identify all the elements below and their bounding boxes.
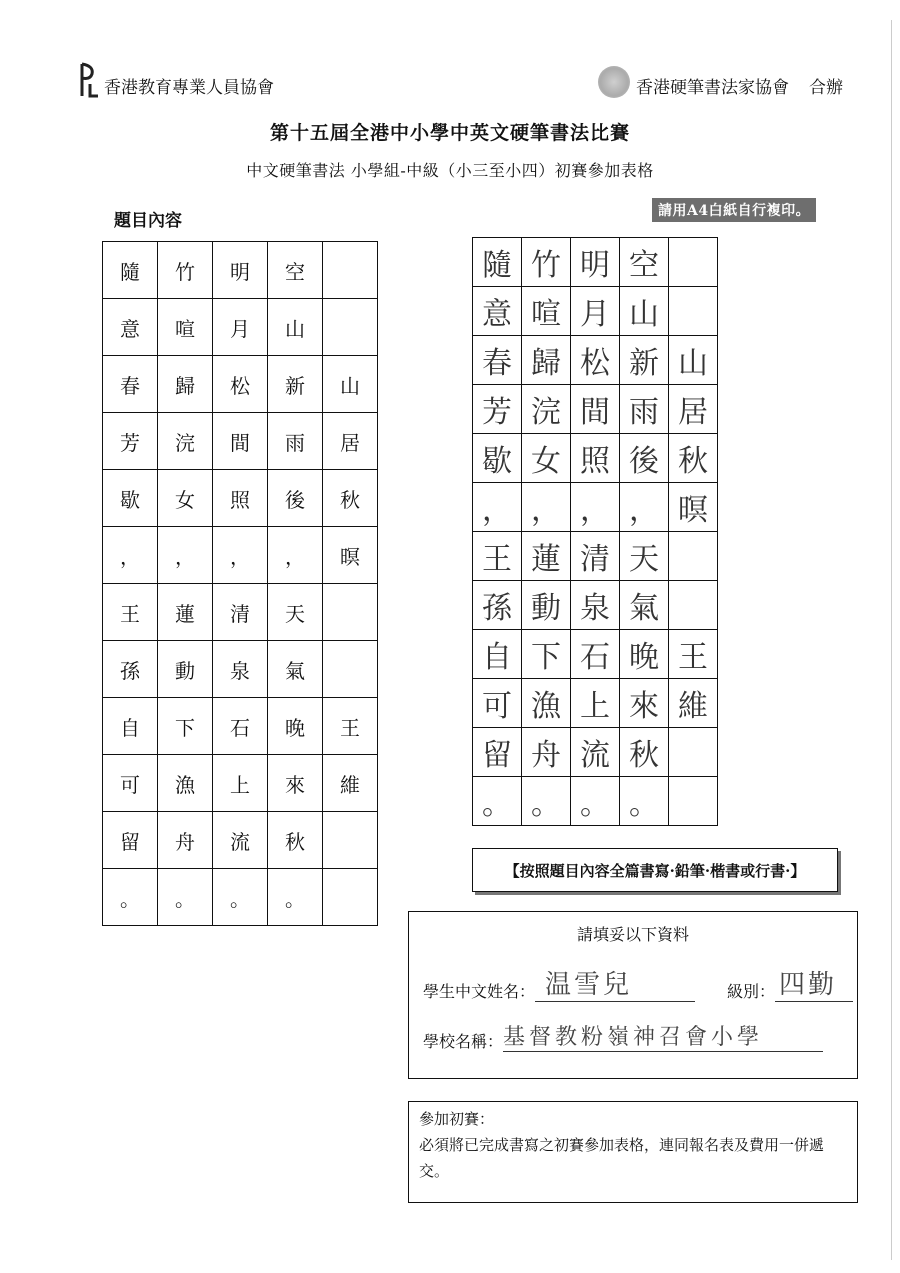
prompt-cell: 下 (158, 698, 213, 755)
grid-row (103, 356, 378, 413)
a4-copy-note: 請用A4白紙自行複印。 (652, 198, 816, 222)
answer-cell[interactable]: 新 (620, 336, 669, 385)
association-logo-icon (78, 62, 100, 98)
answer-cell[interactable]: 春 (473, 336, 522, 385)
prompt-cell (323, 641, 378, 698)
answer-cell[interactable]: 。 (620, 777, 669, 826)
prompt-cell: 上 (213, 755, 268, 812)
answer-cell[interactable]: 。 (571, 777, 620, 826)
answer-cell[interactable]: 雨 (620, 385, 669, 434)
answer-cell[interactable]: 間 (571, 385, 620, 434)
prompt-cell: 秋 (323, 470, 378, 527)
prompt-cell: 舟 (158, 812, 213, 869)
prompt-cell: 清 (213, 584, 268, 641)
writing-instruction (472, 848, 838, 892)
answer-cell[interactable]: 竹 (522, 238, 571, 287)
grid-row (473, 385, 718, 434)
grid-row (473, 434, 718, 483)
prompt-cell (323, 869, 378, 926)
answer-cell[interactable]: 王 (669, 630, 718, 679)
answer-cell[interactable]: 清 (571, 532, 620, 581)
form-subtitle: 中文硬筆書法 小學組-中級（小三至小四）初賽參加表格 (246, 161, 654, 180)
prompt-cell: 。 (103, 869, 158, 926)
grid-row (473, 679, 718, 728)
answer-cell[interactable]: 秋 (669, 434, 718, 483)
notice-heading: 參加初賽： (419, 1110, 495, 1128)
student-info-box (408, 911, 858, 1079)
grid-row (103, 755, 378, 812)
answer-cell[interactable]: 居 (669, 385, 718, 434)
answer-cell[interactable] (669, 532, 718, 581)
grid-row (473, 238, 718, 287)
grid-row (473, 728, 718, 777)
prompt-cell: 月 (213, 299, 268, 356)
answer-grid[interactable] (472, 237, 718, 826)
prompt-cell: 新 (268, 356, 323, 413)
association-seal-icon (598, 66, 630, 98)
grid-row (103, 869, 378, 926)
prompt-cell: 照 (213, 470, 268, 527)
answer-cell[interactable]: 自 (473, 630, 522, 679)
answer-cell[interactable] (669, 287, 718, 336)
answer-cell[interactable]: 空 (620, 238, 669, 287)
answer-cell[interactable]: 月 (571, 287, 620, 336)
prompt-cell: 居 (323, 413, 378, 470)
prompt-cell: 後 (268, 470, 323, 527)
answer-cell[interactable]: 浣 (522, 385, 571, 434)
info-box-title: 請填妥以下資料 (576, 925, 689, 944)
prompt-cell (323, 584, 378, 641)
notice-body: 必須將已完成書寫之初賽參加表格，連同報名表及費用一併遞交。 (419, 1136, 825, 1180)
prompt-cell (323, 299, 378, 356)
grid-row (103, 812, 378, 869)
organizer-left-name: 香港教育專業人員協會 (104, 78, 274, 98)
grid-row (103, 413, 378, 470)
prompt-cell: 歇 (103, 470, 158, 527)
answer-cell[interactable]: 後 (620, 434, 669, 483)
answer-cell[interactable]: 孫 (473, 581, 522, 630)
writing-instruction-text: 【按照題目內容全篇書寫·鉛筆·楷書或行書·】 (504, 861, 806, 880)
prompt-cell: 暝 (323, 527, 378, 584)
prompt-cell: ， (103, 527, 158, 584)
prompt-cell: 山 (268, 299, 323, 356)
prompt-cell: 浣 (158, 413, 213, 470)
prompt-cell: 春 (103, 356, 158, 413)
answer-cell[interactable] (669, 581, 718, 630)
prompt-cell: 晚 (268, 698, 323, 755)
grid-row (103, 698, 378, 755)
section-title: 題目內容 (114, 211, 182, 231)
prompt-cell: 蓮 (158, 584, 213, 641)
prompt-cell: 動 (158, 641, 213, 698)
page-edge (891, 20, 892, 1260)
prompt-cell: 天 (268, 584, 323, 641)
prompt-cell: ， (268, 527, 323, 584)
answer-cell[interactable]: 暝 (669, 483, 718, 532)
answer-cell[interactable]: 秋 (620, 728, 669, 777)
prompt-cell: 來 (268, 755, 323, 812)
answer-cell[interactable]: ， (620, 483, 669, 532)
answer-cell[interactable]: 女 (522, 434, 571, 483)
answer-cell[interactable]: 舟 (522, 728, 571, 777)
grade-field[interactable]: 四勤 (775, 964, 853, 1002)
prompt-cell: 維 (323, 755, 378, 812)
prompt-cell: 歸 (158, 356, 213, 413)
competition-title: 第十五屆全港中小學中英文硬筆書法比賽 (269, 122, 630, 144)
answer-cell[interactable]: 喧 (522, 287, 571, 336)
answer-cell[interactable]: 。 (522, 777, 571, 826)
school-row (423, 1020, 823, 1052)
prompt-cell: 意 (103, 299, 158, 356)
grid-row (103, 584, 378, 641)
prompt-grid (102, 241, 378, 926)
grid-row (473, 532, 718, 581)
grid-row (473, 336, 718, 385)
prompt-cell: 留 (103, 812, 158, 869)
name-row (423, 964, 853, 1002)
answer-cell[interactable]: 上 (571, 679, 620, 728)
prompt-cell: 芳 (103, 413, 158, 470)
answer-cell[interactable] (669, 777, 718, 826)
notice-box (408, 1101, 858, 1203)
answer-cell[interactable]: 芳 (473, 385, 522, 434)
answer-cell[interactable]: 明 (571, 238, 620, 287)
prompt-cell: 女 (158, 470, 213, 527)
name-field[interactable]: 温雪兒 (535, 964, 695, 1002)
answer-cell[interactable]: 天 (620, 532, 669, 581)
prompt-cell: 空 (268, 242, 323, 299)
grade-label: 級別： (727, 982, 776, 1001)
prompt-cell (323, 242, 378, 299)
grid-row (103, 527, 378, 584)
grid-row (473, 777, 718, 826)
answer-cell[interactable]: 意 (473, 287, 522, 336)
co-organize-label: 合辦 (809, 78, 843, 98)
prompt-cell: 山 (323, 356, 378, 413)
prompt-cell: ， (158, 527, 213, 584)
answer-cell[interactable]: 隨 (473, 238, 522, 287)
grid-row (473, 483, 718, 532)
prompt-cell: 竹 (158, 242, 213, 299)
prompt-cell: 泉 (213, 641, 268, 698)
answer-cell[interactable]: 王 (473, 532, 522, 581)
prompt-cell: 明 (213, 242, 268, 299)
answer-cell[interactable]: ， (522, 483, 571, 532)
answer-cell[interactable]: 歇 (473, 434, 522, 483)
answer-cell[interactable]: 維 (669, 679, 718, 728)
prompt-cell: 王 (103, 584, 158, 641)
name-label: 學生中文姓名： (423, 982, 536, 1001)
prompt-cell: 喧 (158, 299, 213, 356)
prompt-cell: 可 (103, 755, 158, 812)
answer-cell[interactable]: 晚 (620, 630, 669, 679)
answer-cell[interactable]: 山 (669, 336, 718, 385)
prompt-cell: 雨 (268, 413, 323, 470)
answer-cell[interactable]: 流 (571, 728, 620, 777)
prompt-cell: 隨 (103, 242, 158, 299)
answer-cell[interactable]: 歸 (522, 336, 571, 385)
organizer-left (78, 62, 274, 98)
answer-cell[interactable]: 來 (620, 679, 669, 728)
prompt-cell: 漁 (158, 755, 213, 812)
grid-row (473, 581, 718, 630)
answer-cell[interactable]: 照 (571, 434, 620, 483)
answer-cell[interactable] (669, 238, 718, 287)
prompt-cell: 。 (213, 869, 268, 926)
prompt-cell: 流 (213, 812, 268, 869)
answer-cell[interactable]: ， (473, 483, 522, 532)
prompt-cell: 。 (268, 869, 323, 926)
answer-cell[interactable]: 可 (473, 679, 522, 728)
grid-row (103, 299, 378, 356)
answer-cell[interactable]: ， (571, 483, 620, 532)
organizer-right-name: 香港硬筆書法家協會 (636, 78, 789, 98)
prompt-cell: 松 (213, 356, 268, 413)
answer-cell[interactable]: 泉 (571, 581, 620, 630)
prompt-cell: 氣 (268, 641, 323, 698)
answer-cell[interactable]: 動 (522, 581, 571, 630)
prompt-cell (323, 812, 378, 869)
answer-cell[interactable]: 。 (473, 777, 522, 826)
prompt-cell: 。 (158, 869, 213, 926)
school-field[interactable]: 基督教粉嶺神召會小學 (503, 1020, 823, 1052)
answer-cell[interactable]: 蓮 (522, 532, 571, 581)
organizer-right (598, 66, 843, 98)
answer-cell[interactable]: 漁 (522, 679, 571, 728)
answer-cell[interactable]: 氣 (620, 581, 669, 630)
answer-cell[interactable]: 下 (522, 630, 571, 679)
answer-cell[interactable]: 山 (620, 287, 669, 336)
grid-row (473, 630, 718, 679)
answer-cell[interactable]: 松 (571, 336, 620, 385)
prompt-cell: 自 (103, 698, 158, 755)
answer-cell[interactable]: 石 (571, 630, 620, 679)
prompt-cell: 王 (323, 698, 378, 755)
grid-row (103, 641, 378, 698)
prompt-cell: 間 (213, 413, 268, 470)
answer-cell[interactable] (669, 728, 718, 777)
prompt-cell: 孫 (103, 641, 158, 698)
grid-row (473, 287, 718, 336)
grid-row (103, 242, 378, 299)
grid-row (103, 470, 378, 527)
prompt-cell: 石 (213, 698, 268, 755)
prompt-cell: 秋 (268, 812, 323, 869)
answer-cell[interactable]: 留 (473, 728, 522, 777)
school-label: 學校名稱： (423, 1032, 504, 1051)
prompt-cell: ， (213, 527, 268, 584)
